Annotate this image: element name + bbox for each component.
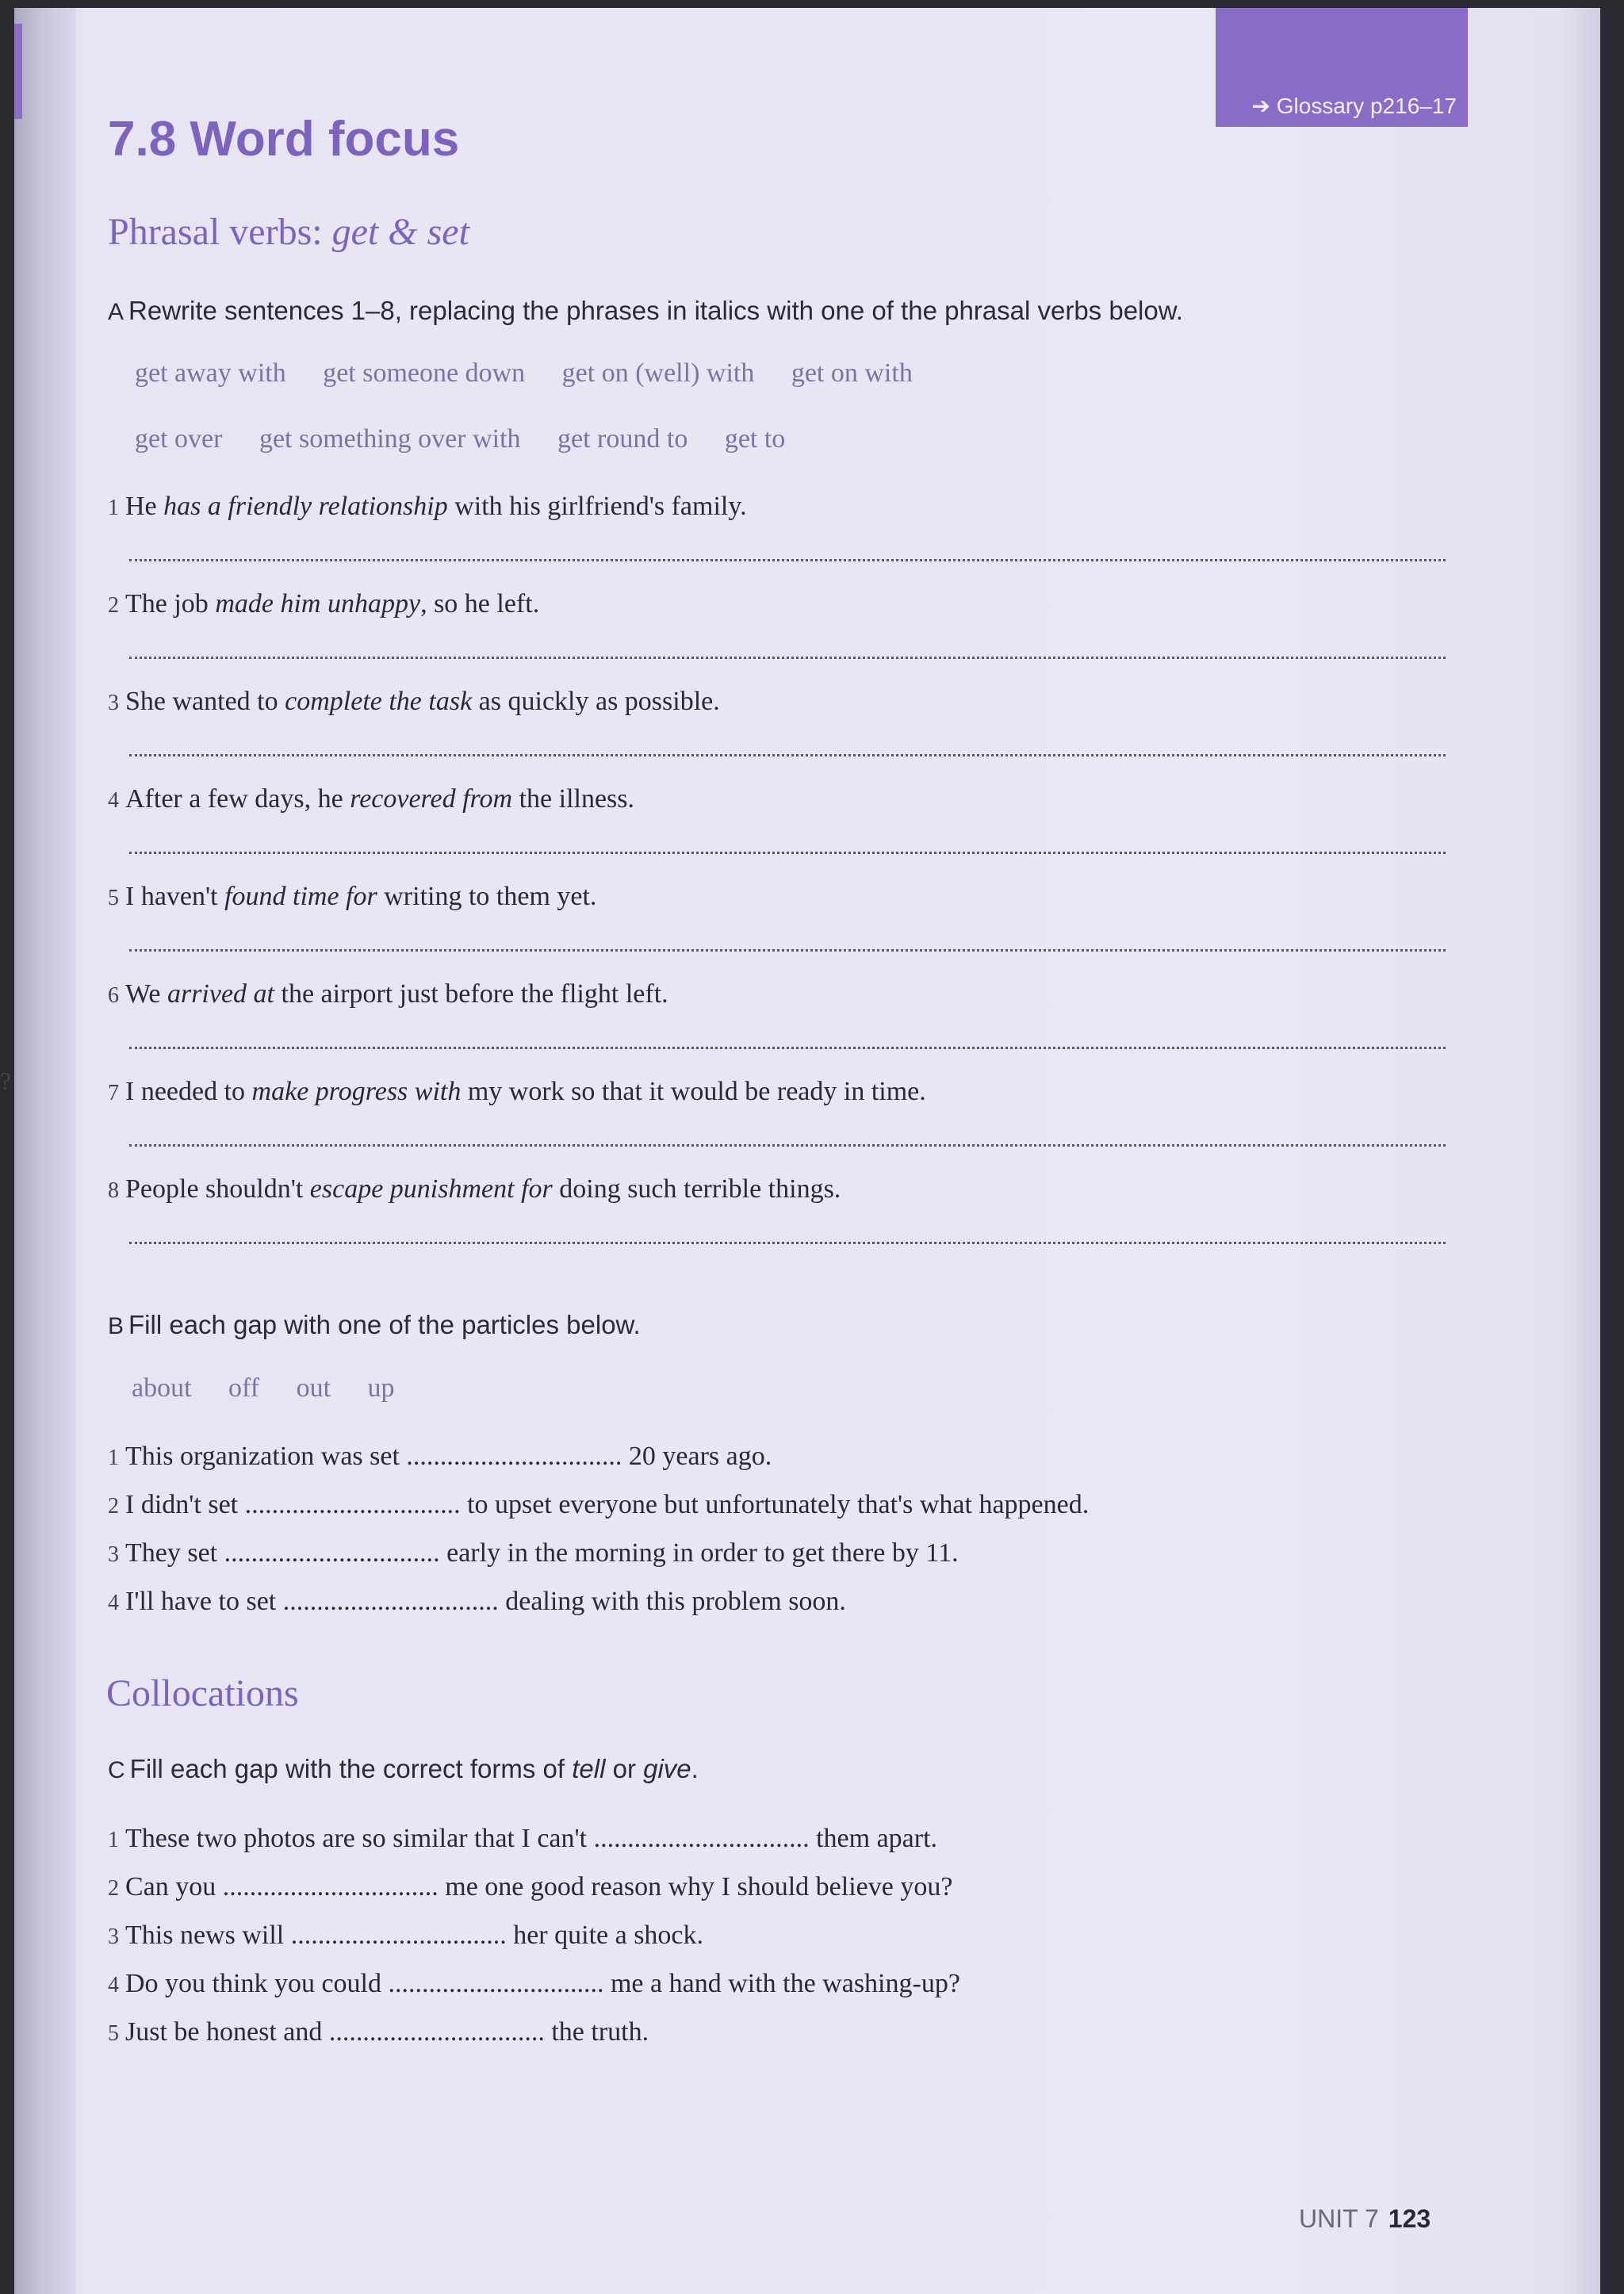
exercise-c-item-1[interactable]: 1 These two photos are so similar that I can't ................................ them apart. [108,1824,938,1853]
exercise-a-item-1: 1 He has a friendly relationship with his girlfriend's family. [108,492,747,521]
exercise-a-item-3: 3 She wanted to complete the task as quickly as possible. [108,687,720,716]
answer-line-2[interactable] [129,657,1446,659]
book-page [14,8,1600,2294]
exercise-b-item-1[interactable]: 1 This organization was set ................................ 20 years ago. [108,1442,772,1471]
glossary-reference: ➔ Glossary p216–17 [1251,94,1457,118]
previous-page-tab [14,24,22,119]
page-number: 123 [1388,2204,1431,2233]
exercise-b-item-4[interactable]: 4 I'll have to set ................................ dealing with this problem soon. [108,1587,846,1616]
exercise-c-instruction: C Fill each gap with the correct forms of tell or give. [108,1754,699,1783]
exercise-a-item-4: 4 After a few days, he recovered from the illness. [108,784,635,814]
answer-line-1[interactable] [129,559,1446,561]
exercise-a-item-6: 6 We arrived at the airport just before the flight left. [108,979,668,1009]
particle-list: about off out up [132,1373,395,1403]
exercise-a-item-5: 5 I haven't found time for writing to them yet. [108,882,597,911]
exercise-b-instruction: B Fill each gap with one of the particles below. [108,1310,641,1339]
exercise-b-item-3[interactable]: 3 They set ................................ early in the morning in order to get there by 11. [108,1538,959,1568]
exercise-b-item-2[interactable]: 2 I didn't set ................................ to upset everyone but unfortunately that's what happened. [108,1490,1090,1519]
phrasal-verb-list-row-2: get over get something over with get round to get to [135,424,786,454]
section-heading-collocations: Collocations [106,1672,299,1714]
exercise-c-item-5[interactable]: 5 Just be honest and ................................ the truth. [108,2017,649,2047]
answer-line-7[interactable] [129,1144,1446,1147]
exercise-a-item-7: 7 I needed to make progress with my work so that it would be ready in time. [108,1077,926,1106]
answer-line-4[interactable] [129,852,1446,854]
exercise-c-item-4[interactable]: 4 Do you think you could ................................ me a hand with the washing-up? [108,1969,960,1998]
phrasal-verb-list-row-1: get away with get someone down get on (well) with get on with [135,358,913,388]
exercise-a-instruction: A Rewrite sentences 1–8, replacing the phrases in italics with one of the phrasal verbs below. [108,296,1183,325]
exercise-c-item-2[interactable]: 2 Can you ................................ me one good reason why I should believe you? [108,1872,953,1901]
section-heading-phrasal-verbs: Phrasal verbs: get & set [108,211,469,253]
margin-question-mark: ? [0,1067,12,1095]
answer-line-5[interactable] [129,949,1446,952]
exercise-a-item-2: 2 The job made him unhappy, so he left. [108,589,540,618]
page-footer: UNIT 7 123 [1299,2204,1431,2233]
exercise-a-item-8: 8 People shouldn't escape punishment for doing such terrible things. [108,1174,841,1204]
glossary-tab [1216,8,1468,127]
answer-line-3[interactable] [129,754,1446,756]
answer-line-8[interactable] [129,1242,1446,1244]
exercise-c-item-3[interactable]: 3 This news will ................................ her quite a shock. [108,1921,704,1950]
page-title: 7.8 Word focus [108,112,460,167]
page-spine-shadow [14,8,76,2294]
answer-line-6[interactable] [129,1047,1446,1049]
